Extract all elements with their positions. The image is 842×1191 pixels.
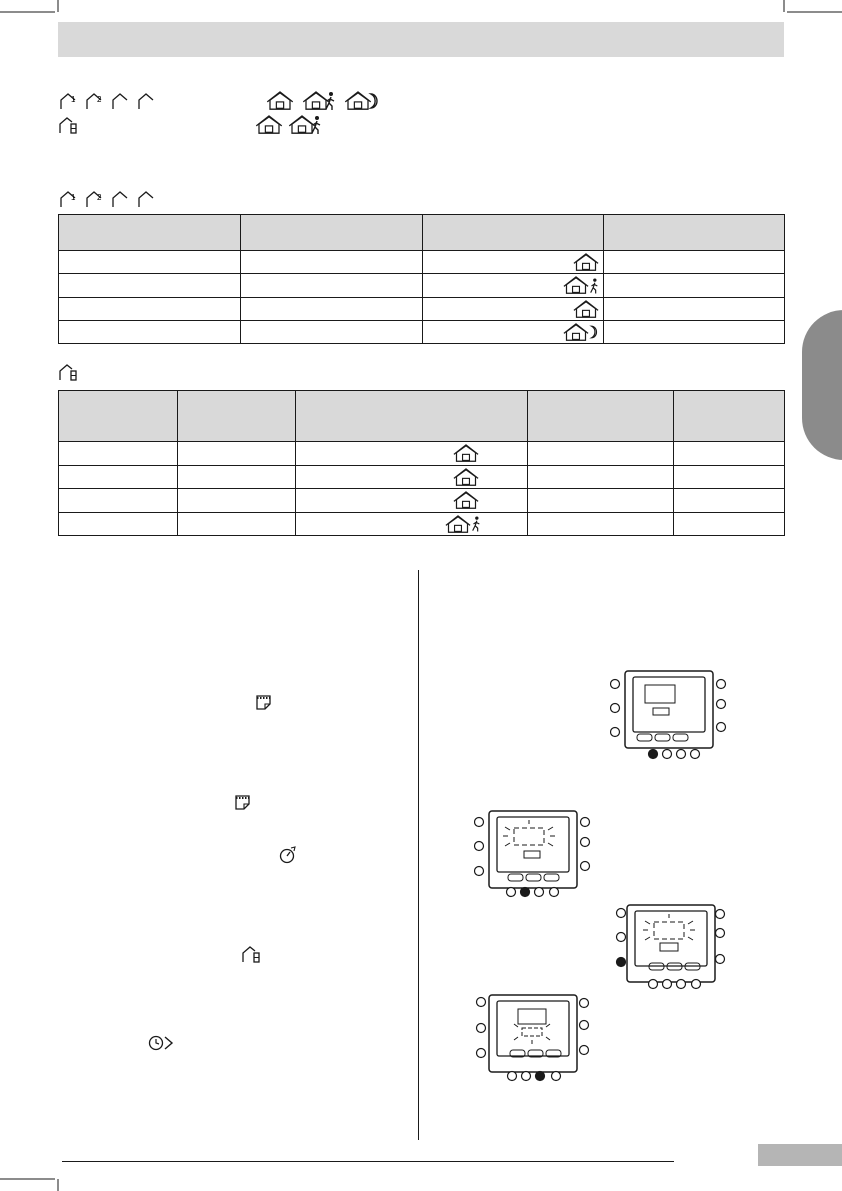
zone-4-icon (136, 189, 156, 209)
thermostat-2 (474, 808, 594, 902)
table-cell (604, 321, 785, 344)
comfort-house-icon (453, 468, 479, 487)
table-header-cell (296, 391, 528, 442)
table-cell (241, 321, 423, 344)
zone-extra-icon (58, 115, 78, 135)
section-tab (802, 310, 842, 460)
absence-house-icon (445, 515, 471, 534)
table-cell (59, 442, 178, 466)
table-cell-mode (296, 513, 528, 536)
zone-2-icon (84, 189, 104, 209)
comfort-house-icon (453, 444, 479, 463)
svg-text:2: 2 (97, 95, 102, 104)
table-cell-mode (296, 442, 528, 466)
zone-1-icon (58, 91, 78, 111)
table-cell (59, 321, 241, 344)
moon-icon (368, 91, 380, 111)
table-cell (674, 513, 785, 536)
table-header-cell (241, 215, 423, 251)
comfort-house-icon (453, 491, 479, 510)
table-header-cell (528, 391, 674, 442)
page-number-box (758, 1144, 842, 1166)
program-card-icon (234, 794, 251, 811)
table-header-cell (423, 215, 604, 251)
table-header-row (59, 215, 785, 251)
zone-4-icon (136, 91, 156, 111)
table-cell (59, 466, 178, 489)
zone-2-icon (84, 91, 104, 111)
table-cell (528, 466, 674, 489)
table-cell (528, 513, 674, 536)
table-cell (674, 489, 785, 513)
table1-heading (58, 189, 168, 209)
table-row (59, 321, 785, 344)
column-divider (418, 570, 419, 1140)
schedule-table-1 (58, 214, 785, 344)
walker-icon (324, 91, 336, 111)
svg-text:1: 1 (71, 95, 76, 104)
table-cell (604, 298, 785, 321)
moon-icon (589, 323, 599, 341)
absence-house-icon (563, 276, 589, 295)
table-cell (604, 251, 785, 274)
footer-rule (62, 1161, 674, 1162)
table-cell-mode (423, 321, 604, 344)
table-cell (59, 274, 241, 298)
table-cell (674, 466, 785, 489)
table-cell-mode (296, 466, 528, 489)
table-cell (178, 442, 296, 466)
table-cell (59, 489, 178, 513)
table-cell-mode (423, 274, 604, 298)
table-header-cell (59, 215, 241, 251)
table-row (59, 251, 785, 274)
comfort-house-icon (255, 115, 283, 135)
table-cell (59, 298, 241, 321)
schedule-table-2 (58, 390, 785, 536)
walker-icon (471, 515, 481, 533)
legend-row-1 (58, 91, 398, 111)
table-cell-mode (296, 489, 528, 513)
table-cell-mode (423, 251, 604, 274)
table-row (59, 489, 785, 513)
table-header-row (59, 391, 785, 442)
table-cell (241, 251, 423, 274)
thermostat-1 (610, 668, 730, 762)
table-cell (604, 274, 785, 298)
svg-text:1: 1 (71, 193, 76, 202)
table-header-cell (178, 391, 296, 442)
table-cell (241, 274, 423, 298)
zone-extra-icon (241, 944, 261, 964)
table-row (59, 442, 785, 466)
thermostat-3 (612, 902, 732, 996)
zone-3-icon (110, 189, 130, 209)
table-cell (59, 251, 241, 274)
clock-forward-icon (148, 1034, 176, 1052)
table-header-cell (59, 391, 178, 442)
table-row (59, 298, 785, 321)
night-house-icon (563, 323, 589, 342)
table-cell-mode (423, 298, 604, 321)
table-cell (674, 442, 785, 466)
svg-text:2: 2 (97, 193, 102, 202)
table-row (59, 274, 785, 298)
thermostat-4 (474, 992, 594, 1086)
table-cell (178, 466, 296, 489)
table-row (59, 466, 785, 489)
zone-1-icon (58, 189, 78, 209)
table-cell (528, 442, 674, 466)
table-cell (528, 489, 674, 513)
table-cell (241, 298, 423, 321)
walker-icon (589, 277, 599, 295)
comfort-house-icon (266, 91, 294, 111)
title-bar (58, 22, 784, 57)
comfort-house-icon (573, 253, 599, 272)
comfort-house-icon (573, 300, 599, 319)
legend-row-2 (58, 115, 358, 135)
table-cell (178, 513, 296, 536)
zone-extra-icon (58, 362, 78, 382)
table-cell (178, 489, 296, 513)
table-header-cell (674, 391, 785, 442)
walker-icon (310, 115, 322, 135)
bottom-buttons (649, 750, 700, 759)
table-cell (59, 513, 178, 536)
table-header-cell (604, 215, 785, 251)
zone-3-icon (110, 91, 130, 111)
table-row (59, 513, 785, 536)
program-card-icon (255, 694, 272, 711)
timer-icon (279, 846, 297, 864)
